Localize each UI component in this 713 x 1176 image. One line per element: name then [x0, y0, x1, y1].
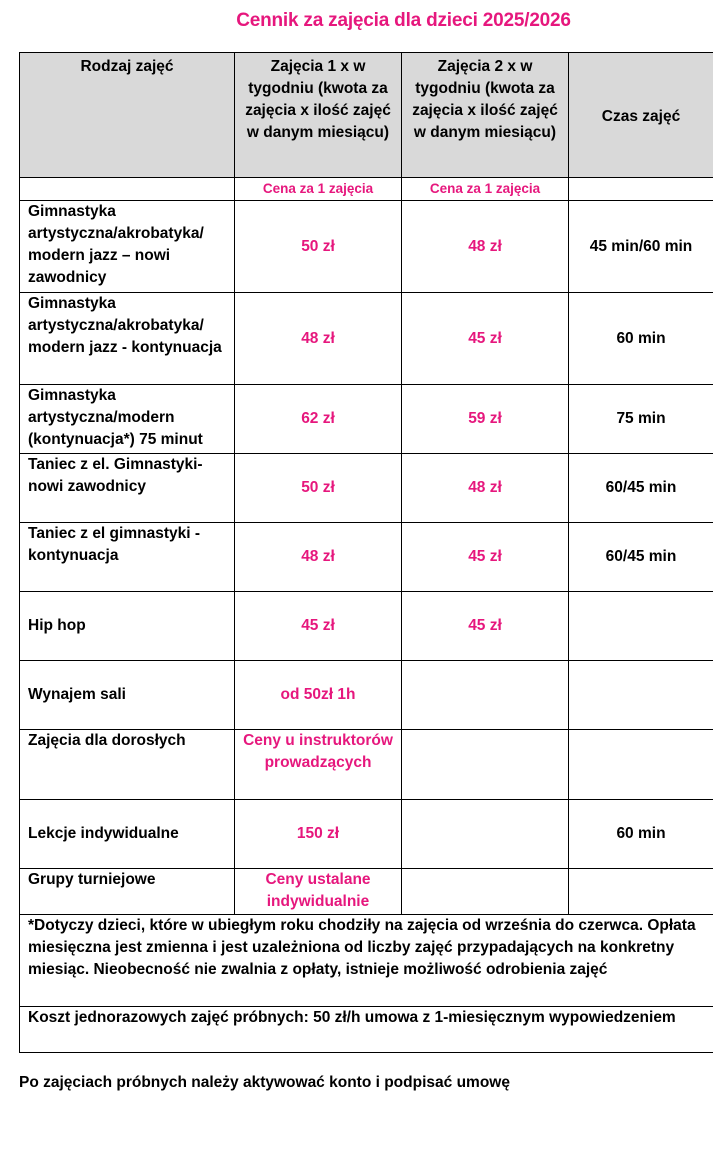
price-twice: 45 zł	[402, 592, 569, 661]
table-row	[20, 869, 713, 915]
subheader-empty	[20, 178, 235, 201]
price-once: 45 zł	[235, 592, 402, 661]
price-once: 50 zł	[235, 201, 402, 293]
price-once: 62 zł	[235, 385, 402, 454]
header-twice-weekly: Zajęcia 2 x w tygodniu (kwota za zajęcia x ilość zajęć w danym miesiącu)	[402, 53, 569, 178]
price-once: 48 zł	[235, 523, 402, 592]
header-type: Rodzaj zajęć	[20, 53, 235, 178]
duration	[569, 730, 713, 800]
page-title: Cennik za zajęcia dla dzieci 2025/2026	[236, 10, 571, 31]
header-once-weekly: Zajęcia 1 x w tygodniu (kwota za zajęcia x ilość zajęć w danym miesiącu)	[235, 53, 402, 178]
price-once: 48 zł	[235, 293, 402, 385]
duration	[569, 661, 713, 730]
note-row	[20, 1007, 713, 1053]
table-row	[20, 385, 713, 454]
price-twice: 59 zł	[402, 385, 569, 454]
subheader-twice: Cena za 1 zajęcia	[402, 178, 569, 201]
price-twice: 48 zł	[402, 201, 569, 293]
duration: 60 min	[569, 800, 713, 869]
activity-name: Zajęcia dla dorosłych	[20, 730, 235, 800]
activity-name: Wynajem sali	[20, 661, 235, 730]
price-twice: 48 zł	[402, 454, 569, 523]
price-twice	[402, 800, 569, 869]
duration: 60/45 min	[569, 523, 713, 592]
price-twice	[402, 730, 569, 800]
price-once: Ceny u instruktorów prowadzących	[235, 730, 402, 800]
note-row	[20, 915, 713, 1007]
subheader-row	[20, 178, 713, 201]
price-twice	[402, 661, 569, 730]
duration	[569, 869, 713, 915]
price-once: 150 zł	[235, 800, 402, 869]
table-row	[20, 523, 713, 592]
price-once: Ceny ustalane indywidualnie	[235, 869, 402, 915]
activity-name: Taniec z el. Gimnastyki- nowi zawodnicy	[20, 454, 235, 523]
activity-name: Grupy turniejowe	[20, 869, 235, 915]
table-row	[20, 661, 713, 730]
price-table	[19, 52, 713, 1053]
table-row	[20, 800, 713, 869]
price-twice: 45 zł	[402, 293, 569, 385]
activity-name: Hip hop	[20, 592, 235, 661]
duration	[569, 592, 713, 661]
duration: 60/45 min	[569, 454, 713, 523]
table-row	[20, 592, 713, 661]
price-once: 50 zł	[235, 454, 402, 523]
activity-name: Gimnastyka artystyczna/akrobatyka/ modern jazz – nowi zawodnicy	[20, 201, 235, 293]
footer-note: Po zajęciach próbnych należy aktywować konto i podpisać umowę	[19, 1074, 510, 1091]
activity-name: Gimnastyka artystyczna/modern (kontynuacja*) 75 minut	[20, 385, 235, 454]
price-twice	[402, 869, 569, 915]
duration: 75 min	[569, 385, 713, 454]
table-row	[20, 454, 713, 523]
trial-cost-note: Koszt jednorazowych zajęć próbnych: 50 zł/h umowa z 1-miesięcznym wypowiedzeniem	[20, 1007, 713, 1053]
header-time: Czas zajęć	[569, 53, 713, 178]
duration: 45 min/60 min	[569, 201, 713, 293]
price-once: od 50zł 1h	[235, 661, 402, 730]
footnote: *Dotyczy dzieci, które w ubiegłym roku chodziły na zajęcia od września do czerwca. Opłata miesięczna jest zmienna i jest uzależniona od liczby zajęć przypadających na konkretny miesiąc. Nieobecność nie zwalnia z opłaty, istnieje możliwość odrobienia zajęć	[20, 915, 713, 1007]
duration: 60 min	[569, 293, 713, 385]
table-row	[20, 201, 713, 293]
activity-name: Taniec z el gimnastyki - kontynuacja	[20, 523, 235, 592]
table-row	[20, 730, 713, 800]
table-row	[20, 293, 713, 385]
activity-name: Gimnastyka artystyczna/akrobatyka/ modern jazz - kontynuacja	[20, 293, 235, 385]
price-twice: 45 zł	[402, 523, 569, 592]
subheader-once: Cena za 1 zajęcia	[235, 178, 402, 201]
subheader-empty	[569, 178, 713, 201]
activity-name: Lekcje indywidualne	[20, 800, 235, 869]
